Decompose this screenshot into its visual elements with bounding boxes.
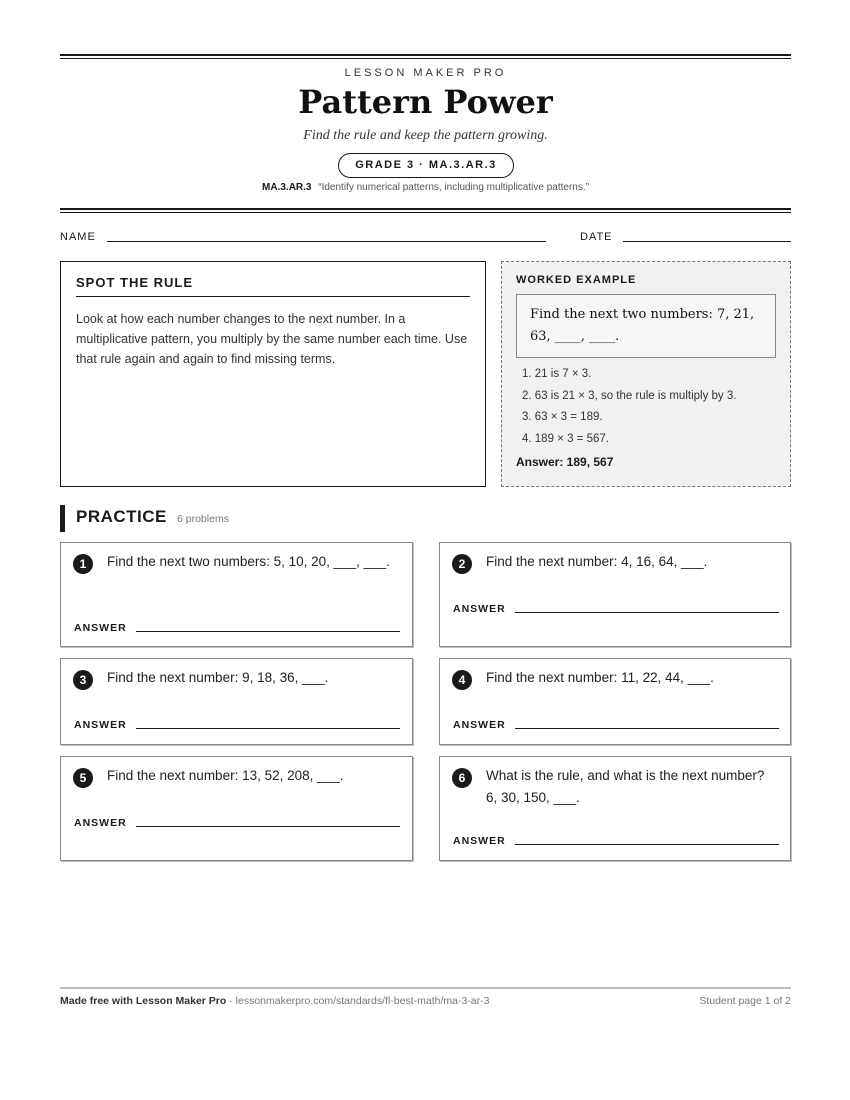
header-bottom-rule <box>60 208 791 213</box>
answer-field[interactable] <box>515 728 779 729</box>
worked-example-step: 1. 21 is 7 × 3. <box>522 368 592 380</box>
footer-url[interactable]: · lessonmakerpro.com/standards/fl-best-math/ma-3-ar-3 <box>226 995 490 1007</box>
practice-heading: PRACTICE <box>76 507 167 526</box>
problem-card <box>439 756 791 861</box>
answer-label: ANSWER <box>453 719 506 731</box>
worked-example-step: 3. 63 × 3 = 189. <box>522 411 603 423</box>
standard-code: MA.3.AR.3 <box>262 182 312 193</box>
worked-example-heading: WORKED EXAMPLE <box>516 274 637 286</box>
spot-the-rule-body: Look at how each number changes to the next number. In a multiplicative pattern, you multiply by the same number each time. Use that rule again and again to find missing terms. <box>76 312 468 366</box>
problem-number-badge: 1 <box>73 554 93 574</box>
answer-field[interactable] <box>515 612 779 613</box>
problem-card <box>60 756 413 861</box>
answer-field[interactable] <box>515 844 779 845</box>
footer-rule <box>60 987 791 989</box>
footer-made-with: Made free with Lesson Maker Pro <box>60 995 227 1007</box>
spot-the-rule-heading: SPOT THE RULE <box>76 275 470 297</box>
answer-field[interactable] <box>136 728 400 729</box>
problem-number-badge: 5 <box>73 768 93 788</box>
problem-prompt: Find the next number: 11, 22, 44, ___. <box>486 670 714 685</box>
date-field[interactable] <box>623 241 791 242</box>
name-field[interactable] <box>107 241 546 242</box>
worked-example-panel <box>501 261 791 487</box>
grade-badge: GRADE 3 · MA.3.AR.3 <box>338 153 514 178</box>
problem-number-badge: 2 <box>452 554 472 574</box>
problem-card <box>60 542 413 647</box>
problem-number-badge: 3 <box>73 670 93 690</box>
problem-prompt: What is the rule, and what is the next number? 6, 30, 150, ___. <box>486 768 765 805</box>
worked-example-question: Find the next two numbers: 7, 21, 63, ____, ____. <box>516 294 776 358</box>
problem-prompt: Find the next number: 9, 18, 36, ___. <box>107 670 329 685</box>
problem-prompt: Find the next number: 13, 52, 208, ___. <box>107 768 344 783</box>
date-label: DATE <box>580 231 613 243</box>
worked-example-answer: Answer: 189, 567 <box>516 455 614 469</box>
name-label: NAME <box>60 231 96 243</box>
worked-example-steps <box>516 364 776 450</box>
answer-label: ANSWER <box>74 817 127 829</box>
standard-text: “Identify numerical patterns, including multiplicative patterns.” <box>318 182 589 193</box>
answer-field[interactable] <box>136 826 400 827</box>
answer-field[interactable] <box>136 631 400 632</box>
answer-label: ANSWER <box>74 622 127 634</box>
problem-card <box>439 658 791 745</box>
page-subtitle: Find the rule and keep the pattern growing. <box>303 128 548 143</box>
worked-example-step: 4. 189 × 3 = 567. <box>522 432 609 445</box>
page-title: Pattern Power <box>298 83 553 121</box>
header-top-rule <box>60 54 791 59</box>
answer-label: ANSWER <box>74 719 127 731</box>
worksheet-page <box>60 0 791 1100</box>
problem-card <box>60 658 413 745</box>
problem-number-badge: 4 <box>452 670 472 690</box>
problem-card <box>439 542 791 647</box>
answer-label: ANSWER <box>453 603 506 615</box>
worked-example-step: 2. 63 is 21 × 3, so the rule is multiply by 3. <box>522 389 737 402</box>
problem-prompt: Find the next two numbers: 5, 10, 20, ___, ___. <box>107 554 390 569</box>
footer-page-number: Student page 1 of 2 <box>699 995 791 1007</box>
answer-label: ANSWER <box>453 835 506 847</box>
practice-accent-bar <box>60 505 65 532</box>
brand-name: LESSON MAKER PRO <box>344 67 507 79</box>
footer-credit <box>60 995 489 1007</box>
problem-number-badge: 6 <box>452 768 472 788</box>
practice-count: 6 problems <box>177 513 229 525</box>
standard-line <box>60 182 791 193</box>
spot-the-rule-panel <box>60 261 486 487</box>
problem-prompt: Find the next number: 4, 16, 64, ___. <box>486 554 708 569</box>
